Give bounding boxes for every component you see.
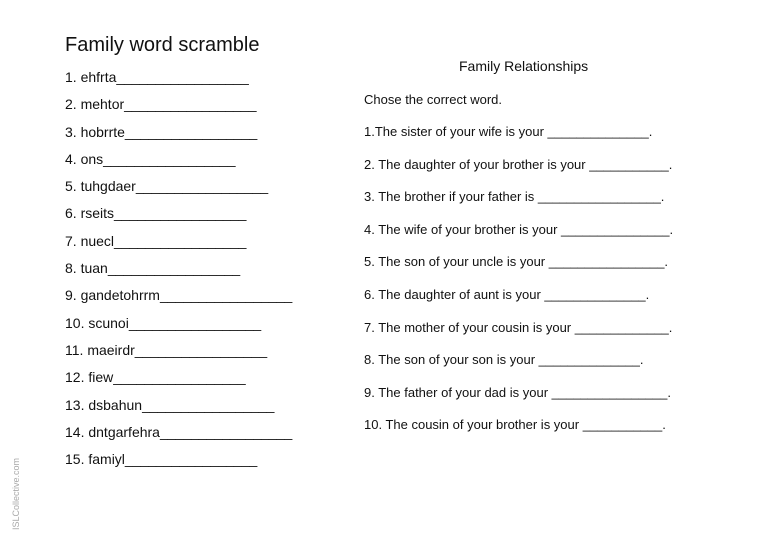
scramble-item-11: 11. maeirdr_________________: [65, 341, 268, 358]
question-item-2: 2. The daughter of your brother is your ___________.: [364, 156, 673, 172]
question-item-4: 4. The wife of your brother is your _______________.: [364, 221, 674, 237]
scramble-item-7: 7. nuecl_________________: [65, 232, 247, 249]
scramble-item-3: 3. hobrrte_________________: [65, 123, 258, 140]
instruction-text: Chose the correct word.: [364, 92, 503, 107]
scramble-item-6: 6. rseits_________________: [65, 205, 247, 222]
question-item-5: 5. The son of your uncle is your ________________.: [364, 254, 669, 270]
scramble-item-2: 2. mehtor_________________: [65, 96, 257, 113]
question-item-6: 6. The daughter of aunt is your ______________.: [364, 286, 650, 302]
left-title: Family word scramble: [65, 34, 260, 56]
question-item-9: 9. The father of your dad is your ________________.: [364, 384, 671, 400]
watermark: ISLCollective.com: [11, 457, 21, 530]
scramble-item-10: 10. scunoi_________________: [65, 314, 262, 331]
question-item-10: 10. The cousin of your brother is your ___________.: [364, 417, 666, 433]
scramble-item-13: 13. dsbahun_________________: [65, 396, 275, 413]
scramble-item-1: 1. ehfrta_________________: [65, 69, 249, 85]
scramble-item-8: 8. tuan_________________: [65, 260, 241, 277]
question-list: [364, 123, 673, 449]
scramble-item-5: 5. tuhgdaer_________________: [65, 178, 269, 195]
scramble-item-12: 12. fiew_________________: [65, 369, 246, 386]
question-item-8: 8. The son of your son is your ______________.: [364, 352, 644, 368]
scramble-item-9: 9. gandetohrrm_________________: [65, 287, 293, 304]
question-item-3: 3. The brother if your father is _________________.: [364, 189, 665, 205]
scramble-item-15: 15. famiyl_________________: [65, 451, 258, 468]
right-title: Family Relationships: [459, 58, 589, 74]
scramble-item-14: 14. dntgarfehra_________________: [65, 423, 293, 440]
question-item-1: 1.The sister of your wife is your ______________.: [364, 124, 653, 139]
scramble-list: [65, 68, 292, 477]
question-item-7: 7. The mother of your cousin is your _____________.: [364, 319, 673, 335]
scramble-item-4: 4. ons_________________: [65, 150, 236, 167]
